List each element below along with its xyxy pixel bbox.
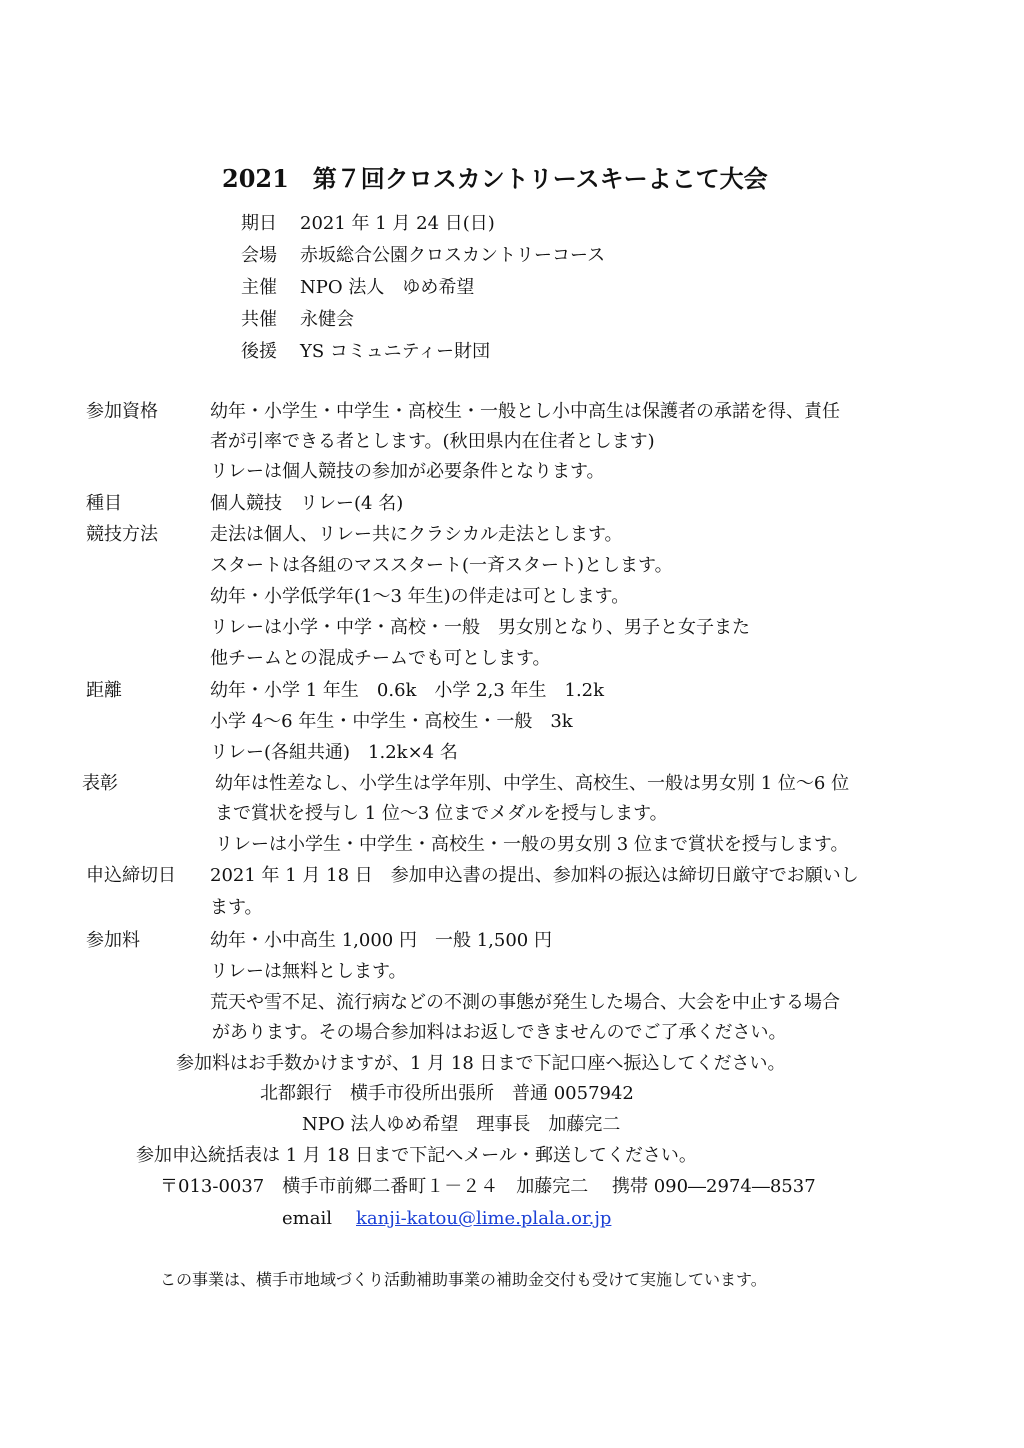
- section-label-method: 競技方法: [86, 524, 158, 545]
- eligibility-line: 幼年・小学生・中学生・高校生・一般とし小中高生は保護者の承諾を得、責任: [210, 401, 840, 422]
- events-line: 個人競技 リレー(4 名): [210, 493, 404, 514]
- awards-line: まで賞状を授与し 1 位〜3 位までメダルを授与します。: [215, 803, 668, 824]
- section-label-eligibility: 参加資格: [86, 401, 158, 422]
- contact-address: 〒013-0037 横手市前郷二番町１－２４ 加藤完二 携帯 090―2974―8537: [160, 1176, 816, 1197]
- distance-line: 小学 4〜6 年生・中学生・高校生・一般 3k: [210, 711, 573, 732]
- info-label-venue: 会場: [241, 245, 277, 266]
- fee-line: があります。その場合参加料はお返しできませんのでご了承ください。: [212, 1022, 787, 1043]
- distance-line: リレー(各組共通) 1.2k×4 名: [210, 742, 458, 763]
- awards-line: 幼年は性差なし、小学生は学年別、中学生、高校生、一般は男女別 1 位〜6 位: [215, 773, 850, 794]
- method-line: 他チームとの混成チームでも可とします。: [210, 648, 551, 669]
- info-label-sponsor: 後援: [241, 341, 277, 362]
- info-value-date: 2021 年 1 月 24 日(日): [300, 213, 495, 234]
- method-line: 走法は個人、リレー共にクラシカル走法とします。: [210, 524, 623, 545]
- awards-line: リレーは小学生・中学生・高校生・一般の男女別 3 位まで賞状を授与します。: [215, 834, 849, 855]
- section-label-fee: 参加料: [86, 930, 140, 951]
- bank-account: 北都銀行 横手市役所出張所 普通 0057942: [260, 1083, 634, 1104]
- eligibility-line: リレーは個人競技の参加が必要条件となります。: [210, 461, 605, 482]
- section-label-events: 種目: [86, 493, 122, 514]
- method-line: 幼年・小学低学年(1〜3 年生)の伴走は可とします。: [210, 586, 630, 607]
- section-label-deadline: 申込締切日: [86, 865, 176, 886]
- info-value-venue: 赤坂総合公園クロスカントリーコース: [300, 245, 606, 266]
- fee-line: 幼年・小中高生 1,000 円 一般 1,500 円: [210, 930, 552, 951]
- contact-note: 参加申込統括表は 1 月 18 日まで下記へメール・郵送してください。: [136, 1145, 697, 1166]
- info-label-cohost: 共催: [241, 309, 277, 330]
- method-line: スタートは各組のマススタート(一斉スタート)とします。: [210, 555, 673, 576]
- deadline-line: 2021 年 1 月 18 日 参加申込書の提出、参加料の振込は締切日厳守でお願いし: [210, 865, 859, 886]
- page-title: 2021 第７回クロスカントリースキーよこて大会: [222, 164, 768, 193]
- email-label: email: [282, 1208, 332, 1229]
- footer-note: この事業は、横手市地域づくり活動補助事業の補助金交付も受けて実施しています。: [160, 1270, 767, 1289]
- info-label-date: 期日: [241, 213, 277, 234]
- info-value-sponsor: YS コミュニティー財団: [300, 341, 491, 362]
- distance-line: 幼年・小学 1 年生 0.6k 小学 2,3 年生 1.2k: [210, 680, 605, 701]
- section-label-awards: 表彰: [82, 773, 118, 794]
- method-line: リレーは小学・中学・高校・一般 男女別となり、男子と女子また: [210, 617, 750, 638]
- info-label-organizer: 主催: [241, 277, 277, 298]
- fee-line: 荒天や雪不足、流行病などの不測の事態が発生した場合、大会を中止する場合: [210, 992, 840, 1013]
- eligibility-line: 者が引率できる者とします。(秋田県内在住者とします): [210, 431, 655, 452]
- payment-note: 参加料はお手数かけますが、1 月 18 日まで下記口座へ振込してください。: [176, 1053, 786, 1074]
- section-label-distance: 距離: [86, 680, 122, 701]
- fee-line: リレーは無料とします。: [210, 961, 407, 982]
- info-value-organizer: NPO 法人 ゆめ希望: [300, 277, 475, 298]
- email-link[interactable]: kanji-katou@lime.plala.or.jp: [356, 1208, 612, 1229]
- account-holder: NPO 法人ゆめ希望 理事長 加藤完二: [302, 1114, 621, 1135]
- info-value-cohost: 永健会: [300, 309, 354, 330]
- deadline-line: ます。: [210, 897, 263, 918]
